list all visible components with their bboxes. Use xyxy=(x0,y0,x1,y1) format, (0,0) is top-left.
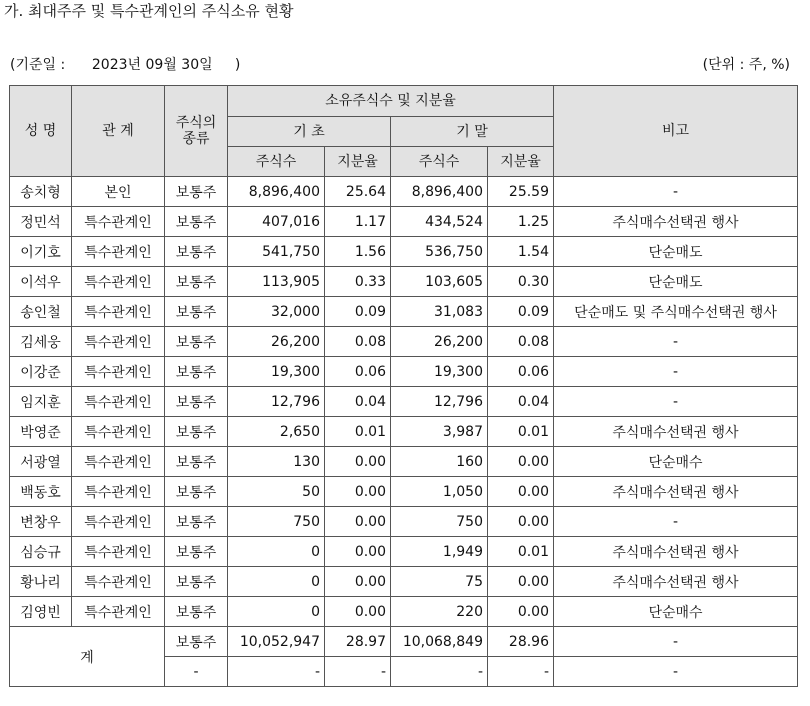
cell-end-ratio: 0.30 xyxy=(488,267,554,297)
cell-start-shares: 0 xyxy=(228,597,325,627)
cell-start-shares: 541,750 xyxy=(228,237,325,267)
table-row xyxy=(10,567,798,597)
cell-start-ratio: 0.00 xyxy=(325,447,391,477)
cell-start-ratio: 0.00 xyxy=(325,567,391,597)
cell-type: 보통주 xyxy=(165,327,228,357)
cell-name: 송치형 xyxy=(10,177,72,207)
cell-start-shares: 26,200 xyxy=(228,327,325,357)
cell-relation: 특수관계인 xyxy=(72,387,165,417)
cell-end-ratio: 1.54 xyxy=(488,237,554,267)
header-ownership: 소유주식수 및 지분율 xyxy=(228,86,554,117)
cell-start-shares: 130 xyxy=(228,447,325,477)
cell-end-ratio: 25.59 xyxy=(488,177,554,207)
cell-type: 보통주 xyxy=(165,597,228,627)
cell-type: 보통주 xyxy=(165,537,228,567)
cell-end-shares: 160 xyxy=(391,447,488,477)
table-row xyxy=(10,447,798,477)
ownership-table xyxy=(9,85,798,687)
table-row xyxy=(10,507,798,537)
cell-note: - xyxy=(554,327,798,357)
cell-end-ratio: - xyxy=(488,657,554,687)
cell-end-shares: - xyxy=(391,657,488,687)
section-title: 가. 최대주주 및 특수관계인의 주식소유 현황 xyxy=(4,2,294,20)
cell-end-shares: 31,083 xyxy=(391,297,488,327)
cell-end-ratio: 0.08 xyxy=(488,327,554,357)
cell-name: 이기호 xyxy=(10,237,72,267)
cell-note: 주식매수선택권 행사 xyxy=(554,477,798,507)
cell-note: - xyxy=(554,507,798,537)
cell-end-ratio: 0.04 xyxy=(488,387,554,417)
cell-type: 보통주 xyxy=(165,267,228,297)
cell-note: 단순매수 xyxy=(554,597,798,627)
cell-note: 단순매도 및 주식매수선택권 행사 xyxy=(554,297,798,327)
cell-relation: 특수관계인 xyxy=(72,267,165,297)
cell-note: - xyxy=(554,177,798,207)
header-period-start: 기 초 xyxy=(228,117,391,147)
cell-start-ratio: 0.01 xyxy=(325,417,391,447)
cell-name: 임지훈 xyxy=(10,387,72,417)
header-end-ratio: 지분율 xyxy=(488,147,554,177)
cell-name: 김세웅 xyxy=(10,327,72,357)
cell-relation: 특수관계인 xyxy=(72,417,165,447)
unit-label: (단위 : 주, %) xyxy=(702,57,790,73)
header-period-end: 기 말 xyxy=(391,117,554,147)
cell-end-shares: 536,750 xyxy=(391,237,488,267)
cell-name: 이강준 xyxy=(10,357,72,387)
cell-start-shares: 12,796 xyxy=(228,387,325,417)
cell-end-shares: 750 xyxy=(391,507,488,537)
cell-relation: 특수관계인 xyxy=(72,567,165,597)
cell-relation: 특수관계인 xyxy=(72,447,165,477)
table-row xyxy=(10,357,798,387)
header-start-ratio: 지분율 xyxy=(325,147,391,177)
cell-name: 이석우 xyxy=(10,267,72,297)
cell-start-ratio: 0.09 xyxy=(325,297,391,327)
cell-end-ratio: 0.01 xyxy=(488,417,554,447)
header-end-shares: 주식수 xyxy=(391,147,488,177)
cell-name: 박영준 xyxy=(10,417,72,447)
table-row xyxy=(10,597,798,627)
cell-note: 주식매수선택권 행사 xyxy=(554,537,798,567)
header-note: 비고 xyxy=(554,86,798,177)
cell-start-ratio: 0.00 xyxy=(325,537,391,567)
cell-note: - xyxy=(554,387,798,417)
table-row xyxy=(10,417,798,447)
cell-type: 보통주 xyxy=(165,297,228,327)
cell-relation: 특수관계인 xyxy=(72,237,165,267)
cell-end-shares: 10,068,849 xyxy=(391,627,488,657)
header-relation: 관 계 xyxy=(72,86,165,177)
cell-start-shares: 32,000 xyxy=(228,297,325,327)
cell-relation: 특수관계인 xyxy=(72,357,165,387)
cell-end-shares: 12,796 xyxy=(391,387,488,417)
cell-end-shares: 434,524 xyxy=(391,207,488,237)
cell-type: 보통주 xyxy=(165,477,228,507)
table-row xyxy=(10,237,798,267)
cell-note: - xyxy=(554,357,798,387)
table-body xyxy=(10,177,798,627)
header-name: 성 명 xyxy=(10,86,72,177)
cell-name: 심승규 xyxy=(10,537,72,567)
cell-end-shares: 1,050 xyxy=(391,477,488,507)
cell-end-ratio: 28.96 xyxy=(488,627,554,657)
table-row xyxy=(10,477,798,507)
cell-type: 보통주 xyxy=(165,207,228,237)
cell-type: 보통주 xyxy=(165,417,228,447)
cell-type: 보통주 xyxy=(165,567,228,597)
cell-end-shares: 3,987 xyxy=(391,417,488,447)
cell-end-ratio: 0.00 xyxy=(488,507,554,537)
cell-note: 주식매수선택권 행사 xyxy=(554,417,798,447)
cell-note: - xyxy=(554,627,798,657)
cell-end-shares: 8,896,400 xyxy=(391,177,488,207)
cell-relation: 특수관계인 xyxy=(72,297,165,327)
cell-start-ratio: 1.56 xyxy=(325,237,391,267)
cell-start-ratio: 1.17 xyxy=(325,207,391,237)
cell-end-ratio: 0.00 xyxy=(488,477,554,507)
cell-start-shares: 750 xyxy=(228,507,325,537)
table-row xyxy=(10,267,798,297)
cell-note: 단순매수 xyxy=(554,447,798,477)
cell-relation: 특수관계인 xyxy=(72,537,165,567)
table-row xyxy=(10,327,798,357)
cell-start-ratio: 28.97 xyxy=(325,627,391,657)
cell-start-shares: 0 xyxy=(228,537,325,567)
cell-end-shares: 1,949 xyxy=(391,537,488,567)
cell-start-ratio: 0.00 xyxy=(325,597,391,627)
cell-start-shares: 10,052,947 xyxy=(228,627,325,657)
cell-note: - xyxy=(554,657,798,687)
cell-end-ratio: 0.01 xyxy=(488,537,554,567)
cell-end-ratio: 0.00 xyxy=(488,447,554,477)
cell-end-shares: 19,300 xyxy=(391,357,488,387)
cell-name: 황나리 xyxy=(10,567,72,597)
cell-end-ratio: 0.06 xyxy=(488,357,554,387)
cell-end-ratio: 1.25 xyxy=(488,207,554,237)
cell-type: 보통주 xyxy=(165,177,228,207)
header-stock-type: 주식의 종류 xyxy=(165,86,228,177)
cell-start-ratio: 0.04 xyxy=(325,387,391,417)
cell-end-ratio: 0.00 xyxy=(488,597,554,627)
cell-type: 보통주 xyxy=(165,507,228,537)
cell-end-ratio: 0.00 xyxy=(488,567,554,597)
cell-start-shares: 0 xyxy=(228,567,325,597)
cell-name: 백동호 xyxy=(10,477,72,507)
table-row xyxy=(10,207,798,237)
cell-start-shares: - xyxy=(228,657,325,687)
cell-start-ratio: 0.00 xyxy=(325,477,391,507)
table-row xyxy=(10,537,798,567)
cell-start-shares: 2,650 xyxy=(228,417,325,447)
cell-name: 변창우 xyxy=(10,507,72,537)
cell-start-shares: 407,016 xyxy=(228,207,325,237)
cell-note: 주식매수선택권 행사 xyxy=(554,207,798,237)
cell-type: 보통주 xyxy=(165,447,228,477)
table-row xyxy=(10,387,798,417)
base-date: (기준일 : 2023년 09월 30일 ) xyxy=(10,57,241,73)
cell-relation: 특수관계인 xyxy=(72,597,165,627)
table-row xyxy=(10,177,798,207)
cell-start-ratio: - xyxy=(325,657,391,687)
cell-relation: 특수관계인 xyxy=(72,207,165,237)
cell-type: - xyxy=(165,657,228,687)
cell-name: 김영빈 xyxy=(10,597,72,627)
cell-type: 보통주 xyxy=(165,627,228,657)
cell-name: 서광열 xyxy=(10,447,72,477)
table-row xyxy=(10,297,798,327)
cell-start-shares: 19,300 xyxy=(228,357,325,387)
cell-start-shares: 50 xyxy=(228,477,325,507)
cell-type: 보통주 xyxy=(165,357,228,387)
cell-end-ratio: 0.09 xyxy=(488,297,554,327)
cell-type: 보통주 xyxy=(165,237,228,267)
cell-relation: 특수관계인 xyxy=(72,477,165,507)
cell-start-ratio: 0.08 xyxy=(325,327,391,357)
total-row xyxy=(10,627,798,657)
total-body xyxy=(10,627,798,687)
cell-end-shares: 220 xyxy=(391,597,488,627)
cell-note: 단순매도 xyxy=(554,237,798,267)
cell-start-ratio: 0.33 xyxy=(325,267,391,297)
cell-type: 보통주 xyxy=(165,387,228,417)
cell-name: 정민석 xyxy=(10,207,72,237)
cell-start-ratio: 0.00 xyxy=(325,507,391,537)
cell-start-ratio: 25.64 xyxy=(325,177,391,207)
cell-note: 주식매수선택권 행사 xyxy=(554,567,798,597)
cell-start-shares: 8,896,400 xyxy=(228,177,325,207)
cell-relation: 본인 xyxy=(72,177,165,207)
cell-start-shares: 113,905 xyxy=(228,267,325,297)
total-label: 계 xyxy=(10,627,165,687)
cell-end-shares: 26,200 xyxy=(391,327,488,357)
header-start-shares: 주식수 xyxy=(228,147,325,177)
cell-note: 단순매도 xyxy=(554,267,798,297)
cell-end-shares: 75 xyxy=(391,567,488,597)
cell-relation: 특수관계인 xyxy=(72,507,165,537)
cell-name: 송인철 xyxy=(10,297,72,327)
cell-start-ratio: 0.06 xyxy=(325,357,391,387)
cell-end-shares: 103,605 xyxy=(391,267,488,297)
cell-relation: 특수관계인 xyxy=(72,327,165,357)
